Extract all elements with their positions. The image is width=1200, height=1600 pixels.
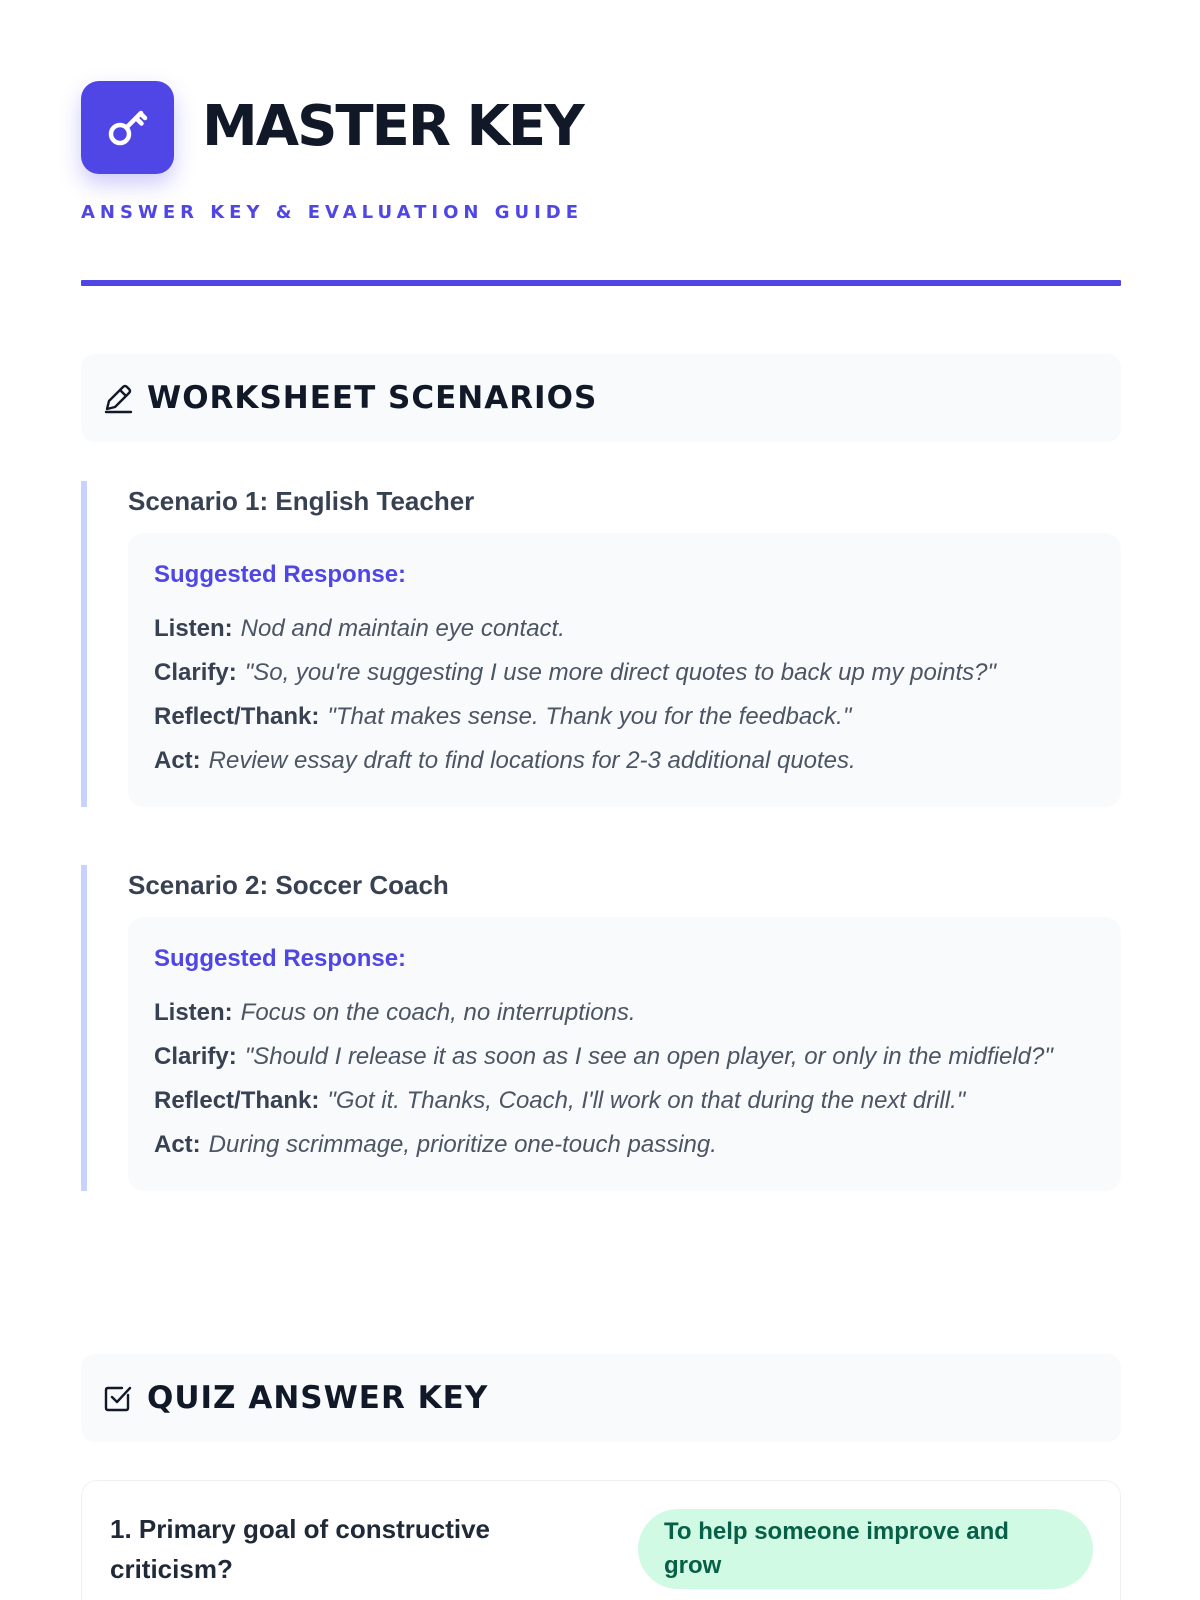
response-key: Act: — [154, 1131, 201, 1158]
response-value: During scrimmage, prioritize one-touch passing. — [208, 1131, 717, 1158]
response-key: Listen: — [154, 615, 233, 642]
quiz-item-card — [81, 1480, 1121, 1600]
suggested-response-box — [128, 533, 1121, 807]
response-key: Clarify: — [154, 659, 237, 686]
suggested-response-box — [128, 917, 1121, 1191]
worksheet-section-header — [81, 354, 1121, 442]
logo-badge — [81, 81, 174, 174]
suggested-response-label: Suggested Response: — [154, 561, 407, 588]
response-value: "Should I release it as soon as I see an open player, or only in the midfield?" — [244, 1043, 1053, 1070]
key-icon — [103, 102, 153, 152]
response-value: "That makes sense. Thank you for the feedback." — [327, 703, 852, 730]
page-subtitle: ANSWER KEY & EVALUATION GUIDE — [81, 202, 584, 223]
response-value: "So, you're suggesting I use more direct quotes to back up my points?" — [244, 659, 997, 686]
response-line-act — [154, 739, 1095, 783]
quiz-section-title: QUIZ ANSWER KEY — [147, 1380, 489, 1416]
header-divider — [81, 280, 1121, 286]
response-key: Act: — [154, 747, 201, 774]
response-key: Listen: — [154, 999, 233, 1026]
response-value: Focus on the coach, no interruptions. — [240, 999, 636, 1026]
response-line-act — [154, 1123, 1095, 1167]
scenario-card — [81, 481, 1121, 807]
pencil-icon — [101, 381, 135, 415]
response-key: Clarify: — [154, 1043, 237, 1070]
scenario-card — [81, 865, 1121, 1191]
response-line-clarify — [154, 1035, 1095, 1079]
quiz-question: 1. Primary goal of constructive criticism? — [110, 1514, 491, 1584]
response-key: Reflect/Thank: — [154, 703, 320, 730]
page-title: MASTER KEY — [202, 94, 583, 159]
response-line-listen — [154, 991, 1095, 1035]
response-line-reflect — [154, 695, 1095, 739]
checkbox-icon — [101, 1381, 135, 1415]
page-header — [81, 80, 1121, 223]
scenario-title: Scenario 1: English Teacher — [128, 486, 475, 516]
logo-row — [81, 80, 1121, 174]
response-value: Nod and maintain eye contact. — [240, 615, 565, 642]
worksheet-section-title: WORKSHEET SCENARIOS — [147, 380, 598, 416]
response-value: "Got it. Thanks, Coach, I'll work on that during the next drill." — [327, 1087, 966, 1114]
response-line-reflect — [154, 1079, 1095, 1123]
suggested-response-label: Suggested Response: — [154, 945, 407, 972]
quiz-section-header — [81, 1354, 1121, 1442]
response-value: Review essay draft to find locations for 2-3 additional quotes. — [208, 747, 856, 774]
response-line-listen — [154, 607, 1095, 651]
response-line-clarify — [154, 651, 1095, 695]
scenario-title: Scenario 2: Soccer Coach — [128, 870, 449, 900]
quiz-answer-badge: To help someone improve and grow — [638, 1509, 1093, 1589]
response-key: Reflect/Thank: — [154, 1087, 320, 1114]
